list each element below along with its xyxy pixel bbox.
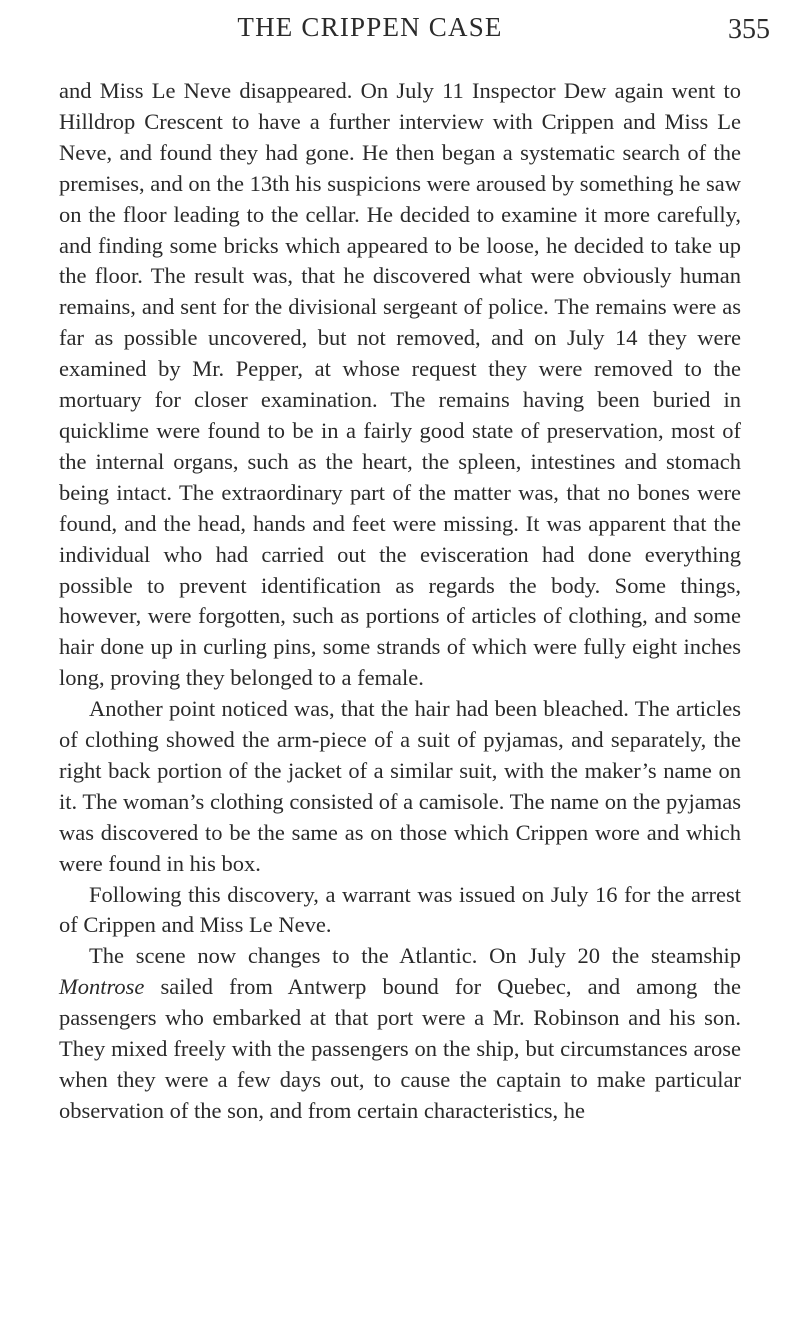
running-header — [0, 12, 800, 52]
paragraph-4 — [59, 941, 741, 1126]
running-title: THE CRIPPEN CASE — [237, 12, 503, 42]
body-text — [59, 76, 741, 1127]
ship-name: Montrose — [59, 974, 145, 1000]
page-number: 355 — [728, 14, 770, 45]
paragraph-1: and Miss Le Neve disappeared. On July 11 Inspector Dew again went to Hilldrop Crescent to have a further interview with Crippen and Miss Le Neve, and found they had gone. He then began a systematic search of the premises, and on the 13th his suspicions were aroused by something he saw on the floor leading to the cellar. He decided to examine it more carefully, and finding some bricks which appeared to be loose, he decided to take up the floor. The result was, that he discovered what were obviously human remains, and sent for the divisional sergeant of police. The remains were as far as possible uncovered, but not removed, and on July 14 they were examined by Mr. Pepper, at whose request they were removed to the mortuary for closer examination. The remains having been buried in quicklime were found to be in a fairly good state of preservation, most of the internal organs, such as the heart, the spleen, intestines and stomach being intact. The extraordinary part of the matter was, that no bones were found, and the head, hands and feet were missing. It was apparent that the individual who had carried out the evisceration had done everything possible to prevent identification as regards the body. Some things, however, were forgotten, such as portions of articles of clothing, and some hair done up in curling pins, some strands of which were fully eight inches long, proving they belonged to a female. — [59, 78, 741, 691]
paragraph-4-rest: sailed from Antwerp bound for Quebec, and among the passengers who embarked at that port were a Mr. Robinson and his son. They mixed freely with the passengers on the ship, but circumstances arose when they were a few days out, to cause the captain to make particular observation of the son, and from certain characteristics, he — [59, 974, 741, 1123]
paragraph-4-lead: The scene now changes to the Atlantic. On July 20 the steamship — [89, 943, 741, 969]
paragraph-2: Another point noticed was, that the hair had been bleached. The articles of clothing showed the arm-piece of a suit of pyjamas, and separately, the right back portion of the jacket of a similar suit, with the maker’s name on it. The woman’s clothing consisted of a camisole. The name on the pyjamas was discovered to be the same as on those which Crippen wore and which were found in his box. — [59, 696, 741, 876]
paragraph-3: Following this discovery, a warrant was issued on July 16 for the arrest of Crippen and Miss Le Neve. — [59, 881, 741, 938]
